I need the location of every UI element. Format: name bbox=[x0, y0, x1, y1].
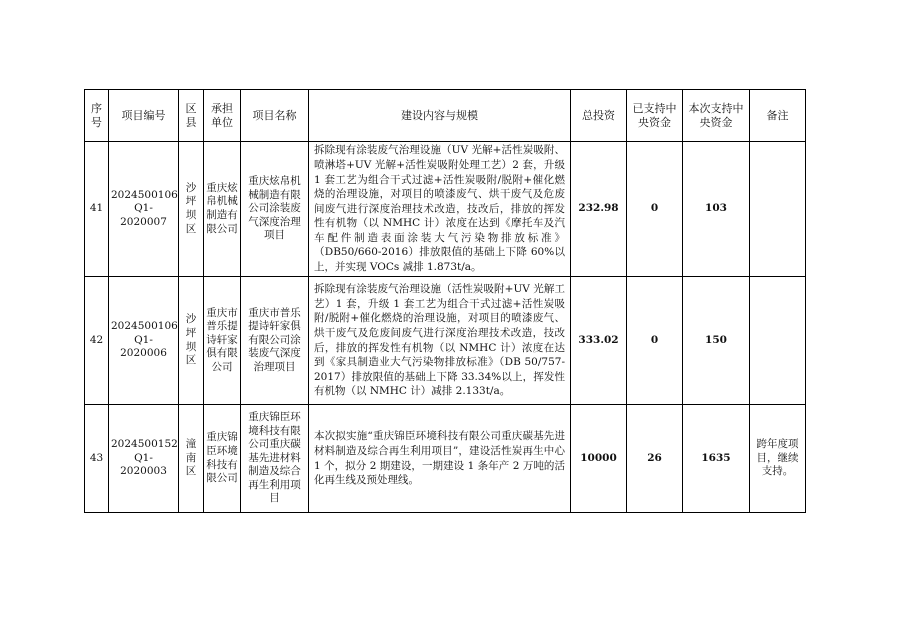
table-row bbox=[85, 142, 806, 277]
row-project-name: 重庆市普乐提诗轩家俱有限公司涂装废气深度治理项目 bbox=[241, 277, 309, 405]
row-total: 333.02 bbox=[571, 277, 627, 405]
projects-table bbox=[84, 89, 806, 513]
row-remark bbox=[750, 142, 806, 277]
row-project-name: 重庆炫帛机械制造有限公司涂装废气深度治理项目 bbox=[241, 142, 309, 277]
row-district: 沙坪坝区 bbox=[179, 277, 204, 405]
row-unit: 重庆市普乐提诗轩家俱有限公司 bbox=[204, 277, 241, 405]
header-content: 建设内容与规模 bbox=[309, 90, 571, 142]
row-remark: 跨年度项目，继续支持。 bbox=[750, 405, 806, 513]
row-total: 10000 bbox=[571, 405, 627, 513]
header-seq: 序号 bbox=[85, 90, 109, 142]
header-supported: 已支持中央资金 bbox=[627, 90, 683, 142]
row-code: 2024500152 Q1-2020003 bbox=[109, 405, 179, 513]
row-current: 1635 bbox=[683, 405, 750, 513]
table-row bbox=[85, 405, 806, 513]
row-supported: 0 bbox=[627, 277, 683, 405]
header-unit: 承担单位 bbox=[204, 90, 241, 142]
row-total: 232.98 bbox=[571, 142, 627, 277]
row-unit: 重庆炫帛机械制造有限公司 bbox=[204, 142, 241, 277]
header-total: 总投资 bbox=[571, 90, 627, 142]
row-seq: 43 bbox=[85, 405, 109, 513]
row-seq: 41 bbox=[85, 142, 109, 277]
row-supported: 26 bbox=[627, 405, 683, 513]
row-unit: 重庆锦臣环境科技有限公司 bbox=[204, 405, 241, 513]
table-row bbox=[85, 277, 806, 405]
header-name: 项目名称 bbox=[241, 90, 309, 142]
row-district: 沙坪坝区 bbox=[179, 142, 204, 277]
row-project-name: 重庆锦臣环境科技有限公司重庆碳基先进材料制造及综合再生利用项目 bbox=[241, 405, 309, 513]
header-current: 本次支持中央资金 bbox=[683, 90, 750, 142]
row-code: 2024500106 Q1-2020007 bbox=[109, 142, 179, 277]
row-code: 2024500106 Q1-2020006 bbox=[109, 277, 179, 405]
header-district: 区县 bbox=[179, 90, 204, 142]
header-remark: 备注 bbox=[750, 90, 806, 142]
header-code: 项目编号 bbox=[109, 90, 179, 142]
row-content: 本次拟实施“重庆锦臣环境科技有限公司重庆碳基先进材料制造及综合再生利用项目”，建设活性炭再生中心 1 个，拟分 2 期建设，一期建设 1 条年产 2 万吨的活化再生线及预处理线。 bbox=[309, 405, 571, 513]
row-remark bbox=[750, 277, 806, 405]
row-current: 103 bbox=[683, 142, 750, 277]
row-supported: 0 bbox=[627, 142, 683, 277]
row-district: 潼南区 bbox=[179, 405, 204, 513]
header-row bbox=[85, 90, 806, 142]
row-content: 拆除现有涂装废气治理设施（活性炭吸附+UV 光解工艺）1 套，升级 1 套工艺为组合干式过滤+活性炭吸附/脱附+催化燃烧的治理设施，对项目的喷漆废气、烘干废气及危废间废气进行深度治理技术改造，技改后，排放的挥发性有机物（以 NMHC 计）浓度在达到《家具制造业大气污染物排放标准》（DB 50/757-2017）排放限值的基础上下降 33.34%以上，挥发性有机物（以 NMHC 计）减排 2.133t/a。 bbox=[309, 277, 571, 405]
row-seq: 42 bbox=[85, 277, 109, 405]
row-content: 拆除现有涂装废气治理设施（UV 光解+活性炭吸附、喷淋塔+UV 光解+活性炭吸附处理工艺）2 套，升级 1 套工艺为组合干式过滤+活性炭吸附/脱附+催化燃烧的治理设施，对项目的喷漆废气、烘干废气及危废间废气进行深度治理技术改造，技改后，排放的挥发性有机物（以 NMHC 计）浓度在达到《摩托车及汽车配件制造表面涂装大气污染物排放标准》（DB50/660-2016）排放限值的基础上下降 60%以上，并实现 VOCs 减排 1.873t/a。 bbox=[309, 142, 571, 277]
row-current: 150 bbox=[683, 277, 750, 405]
